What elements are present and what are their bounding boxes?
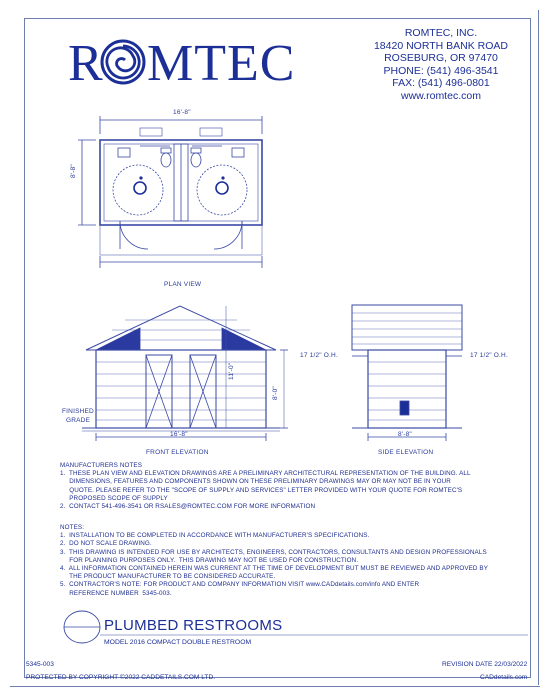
manufacturer-note-line: QUOTE. PLEASE REFER TO THE "SCOPE OF SUPPLY AND SERVICES" LETTER PROVIDED WITH YOUR QUOTE FOR ROMTEC'S <box>60 486 463 494</box>
side-width-dim: 8'-8" <box>398 431 412 438</box>
drawing-title: PLUMBED RESTROOMS <box>104 617 283 634</box>
finished-grade-label-1: FINISHED <box>62 408 94 415</box>
manufacturer-notes-heading: MANUFACTURERS NOTES <box>60 462 143 469</box>
note-line: 4. ALL INFORMATION CONTAINED HEREIN WAS CURRENT AT THE TIME OF DEVELOPMENT BUT MUST BE REVIEWED AND APPROVED BY <box>60 565 489 573</box>
front-elevation-caption: FRONT ELEVATION <box>146 449 209 456</box>
side-elevation-caption: SIDE ELEVATION <box>378 449 434 456</box>
front-width-dim: 16'-8" <box>170 431 188 438</box>
company-name: ROMTEC, INC. <box>404 27 478 39</box>
manufacturer-note-line: 2. CONTACT 541-496-3541 OR RSALES@ROMTEC.COM FOR MORE INFORMATION <box>60 503 316 511</box>
plan-width-dim: 16'-8" <box>173 109 191 116</box>
caddetails-site: CADdetails.com <box>480 674 528 681</box>
drawing-number: 5345-003 <box>26 661 54 668</box>
logo-letters-mtec: MTEC <box>147 35 296 92</box>
note-line: THE PRODUCT MANUFACTURER TO BE CONSIDERED ACCURATE. <box>60 573 276 581</box>
logo-letter-r: R <box>68 35 104 92</box>
front-elevation <box>82 306 288 441</box>
note-line: FOR PLANNING PURPOSES ONLY. THIS DRAWING MAY NOT BE USED FOR CONSTRUCTION. <box>60 556 359 564</box>
note-line: REFERENCE NUMBER 5345-003. <box>60 589 172 597</box>
notes-heading: NOTES: <box>60 524 85 531</box>
front-wall-dim: 8'-0" <box>272 386 279 400</box>
front-height-dim: 11'-0" <box>228 362 235 380</box>
company-web: www.romtec.com <box>401 89 481 102</box>
plan-view-caption: PLAN VIEW <box>164 281 202 288</box>
finished-grade-label-2: GRADE <box>66 417 91 424</box>
plan-view <box>78 116 262 268</box>
manufacturer-note-line: DIMENSIONS, FEATURES AND COMPONENTS SHOWN ON THESE PRELIMINARY DRAWINGS MAY OR MAY NOT BE IN YOUR <box>60 478 451 486</box>
company-street: 18420 NORTH BANK ROAD <box>373 39 508 52</box>
side-overhang-right: 17 1/2" O.H. <box>470 352 508 359</box>
plan-depth-dim: 8'-8" <box>70 164 77 178</box>
revision-date: REVISION DATE 22/03/2022 <box>442 661 528 668</box>
company-fax: FAX: (541) 496-0801 <box>392 77 490 90</box>
drawing-subtitle: MODEL 2016 COMPACT DOUBLE RESTROOM <box>104 639 252 646</box>
manufacturer-note-line: PROPOSED SCOPE OF SUPPLY <box>60 494 168 502</box>
side-elevation <box>352 305 462 441</box>
side-overhang-left: 17 1/2" O.H. <box>300 352 338 359</box>
company-phone: PHONE: (541) 496-3541 <box>383 64 499 77</box>
manufacturer-notes <box>60 462 471 511</box>
copyright-notice: PROTECTED BY COPYRIGHT ©2022 CADDETAILS.COM LTD. <box>26 674 216 681</box>
note-line: 3. THIS DRAWING IS INTENDED FOR USE BY ARCHITECTS, ENGINEERS, CONTRACTORS, CONSULTANTS AND DESIGN PROFESSIONALS <box>60 548 487 556</box>
company-city: ROSEBURG, OR 97470 <box>384 52 498 65</box>
general-notes <box>60 524 488 598</box>
note-line: 2. DO NOT SCALE DRAWING. <box>60 540 152 548</box>
manufacturer-note-line: 1. THESE PLAN VIEW AND ELEVATION DRAWINGS ARE A PRELIMINARY ARCHITECTURAL REPRESENTATION OF THE BUILDING. ALL <box>60 470 471 478</box>
note-line: 1. INSTALLATION TO BE COMPLETED IN ACCORDANCE WITH MANUFACTURER'S SPECIFICATIONS. <box>60 532 370 540</box>
note-line: 5. CONTRACTOR'S NOTE: FOR PRODUCT AND COMPANY INFORMATION VISIT www.CADdetails.com/info AND ENTER <box>60 581 420 589</box>
